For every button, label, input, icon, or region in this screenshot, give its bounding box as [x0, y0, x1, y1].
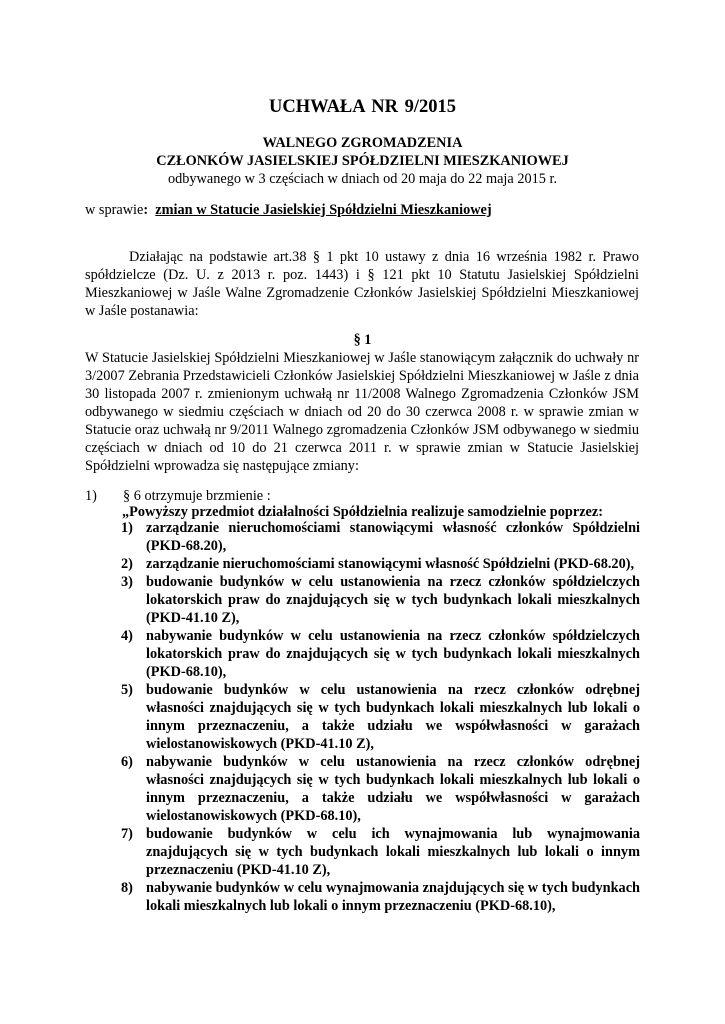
change-item-1-number: 1) — [85, 488, 97, 504]
assembly-line-2: CZŁONKÓW JASIELSKIEJ SPÓŁDZIELNI MIESZKANIOWEJ — [156, 153, 569, 169]
activity-list-item — [112, 627, 640, 681]
activity-list-item-number: 3) — [121, 574, 133, 590]
activity-list-item — [112, 825, 640, 879]
activity-list-item-number: 1) — [121, 520, 133, 536]
activity-list-item-number: 4) — [121, 628, 133, 644]
activity-list-item-text: nabywanie budynków w celu wynajmowania znajdujących się w tych budynkach lokali mieszkalnych lub lokali o innym przeznaczeniu (PKD-68.10), — [146, 880, 640, 914]
resolution-title: UCHWAŁA NR 9/2015 — [269, 97, 456, 117]
activity-list-item-text: zarządzanie nieruchomościami stanowiącymi własność członków Spółdzielni (PKD-68.20), — [146, 520, 640, 554]
section-1-paragraph: W Statucie Jasielskiej Spółdzielni Mieszkaniowej w Jaśle stanowiącym załącznik do uchwały nr 3/2007 Zebrania Przedstawicieli Członków Jasielskiej Spółdzielni Mieszkaniowej w Jaśle z dnia 30 listopada 2007 r. zmienionym uchwałą nr 11/2008 Walnego Zgromadzenia Członków JSM odbywanego w siedmiu częściach w dniach od 20 do 30 czerwca 2008 r. w sprawie zmian w Statucie oraz uchwałą nr 9/2011 Walnego zgromadzenia Członków JSM odbywanego w siedmiu częściach w dniach od 10 do 21 czerwca 2011 r. w sprawie zmian w Statucie Jasielskiej Spółdzielni wprowadza się następujące zmiany: — [85, 350, 639, 474]
change-item-1-text: § 6 otrzymuje brzmienie : — [123, 488, 271, 504]
activity-list-item-text: budowanie budynków w celu ustanowienia na rzecz członków odrębnej własności znajdujących się w tych budynkach lokali mieszkalnych lub lokali o innym przeznaczeniu, a także udziału we współwłasności w garażach wielostanowiskowych (PKD-41.10 Z), — [146, 682, 640, 752]
subject-label: w sprawie — [85, 202, 144, 218]
activity-list-item — [112, 879, 640, 915]
activity-list — [112, 519, 640, 915]
activity-list-item-text: budowanie budynków w celu ustanowienia na rzecz członków spółdzielczych lokatorskich praw do znajdujących się w tych budynkach lokali mieszkalnych (PKD-41.10 Z), — [146, 574, 640, 626]
section-1-heading: § 1 — [353, 332, 372, 348]
activity-list-item-number: 6) — [121, 754, 133, 770]
activity-list-item-text: budowanie budynków w celu ich wynajmowania lub wynajmowania znajdujących się w tych budynkach lokali mieszkalnych lub lokali o innym przeznaczeniu (PKD-41.10 Z), — [146, 826, 640, 878]
subject-colon: : — [143, 202, 149, 218]
activity-list-item-text: nabywanie budynków w celu ustanowienia na rzecz członków spółdzielczych lokatorskich praw do znajdujących się w tych budynkach lokali mieszkalnych (PKD-68.10), — [146, 628, 640, 680]
quoted-lead-sentence: „Powyższy przedmiot działalności Spółdzielnia realizuje samodzielnie poprzez: — [122, 504, 604, 520]
intro-paragraph: Działając na podstawie art.38 § 1 pkt 10 ustawy z dnia 16 września 1982 r. Prawo spółdzielcze (Dz. U. z 2013 r. poz. 1443) i § 121 pkt 10 Statutu Jasielskiej Spółdzielni Mieszkaniowej w Jaśle Walne Zgromadzenie Członków Jasielskiej Spółdzielni Mieszkaniowej w Jaśle postanawia: — [85, 249, 639, 319]
subject-line — [85, 201, 492, 219]
activity-list-item-number: 8) — [121, 880, 133, 896]
activity-list-item — [112, 681, 640, 753]
activity-list-item — [112, 555, 640, 573]
activity-list-item-number: 2) — [121, 556, 133, 572]
activity-list-item-number: 5) — [121, 682, 133, 698]
assembly-line-3: odbywanego w 3 częściach w dniach od 20 maja do 22 maja 2015 r. — [167, 171, 558, 187]
activity-list-item — [112, 753, 640, 825]
assembly-line-1: WALNEGO ZGROMADZENIA — [262, 135, 463, 151]
activity-list-item-number: 7) — [121, 826, 133, 842]
activity-list-item-text: zarządzanie nieruchomościami stanowiącymi własność Spółdzielni (PKD-68.20), — [146, 556, 635, 572]
assembly-header — [0, 134, 725, 188]
subject-text: zmian w Statucie Jasielskiej Spółdzielni Mieszkaniowej — [155, 202, 492, 218]
activity-list-item — [112, 573, 640, 627]
activity-list-item — [112, 519, 640, 555]
activity-list-item-text: nabywanie budynków w celu ustanowienia na rzecz członków odrębnej własności znajdujących się w tych budynkach lokali mieszkalnych lub lokali o innym przeznaczeniu, a także udziału we współwłasności w garażach wielostanowiskowych (PKD-68.10), — [146, 754, 640, 824]
